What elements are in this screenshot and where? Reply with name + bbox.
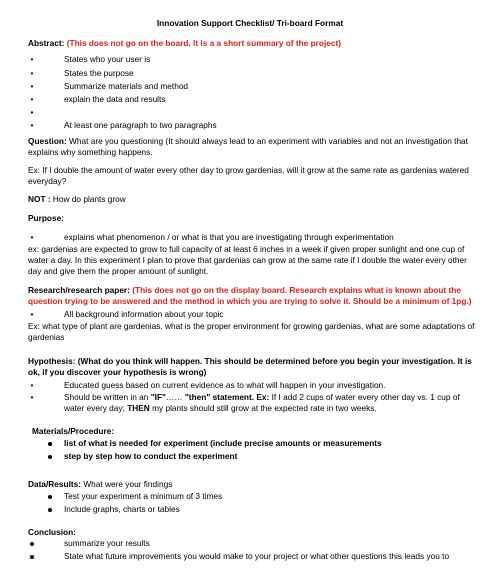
list-item: States who your user is <box>64 54 151 64</box>
document-title: Innovation Support Checklist/ Tri-board Format <box>156 18 344 28</box>
question-example: Ex: If I double the amount of water every other day to grow gardenias, will it grow at the same rate as gardenias watered everyday? <box>28 165 469 186</box>
bullet-icon: • <box>30 309 34 319</box>
hypothesis-statement-ex: statement. Ex: <box>210 392 270 402</box>
hypothesis-ellipsis: …… <box>165 392 185 402</box>
question-not-line <box>28 194 126 205</box>
materials-item: step by step how to conduct the experiment <box>64 451 238 461</box>
bullet-icon <box>30 542 34 546</box>
bullet-icon <box>48 508 52 512</box>
purpose-item: explains what phenomenon / or what is that you are investigating through experimentation <box>64 232 394 242</box>
bullet-icon: • <box>30 107 34 117</box>
hypothesis-example-end: my plants should still grow at the expected rate in two weeks. <box>149 403 377 413</box>
research-example: Ex: what type of plant are gardenias, what is the proper environment for growing gardenias, what are some adaptations of gardenias <box>28 321 475 342</box>
bullet-icon: • <box>30 94 34 104</box>
conclusion-heading: Conclusion: <box>28 527 76 537</box>
question-not-label: NOT : <box>28 194 51 204</box>
hypothesis-then: "then" <box>184 392 211 402</box>
list-item: Summarize materials and method <box>64 81 189 91</box>
conclusion-item: State what future improvements you would make to your project or what other questions this leads you to <box>64 551 450 561</box>
research-heading: Research/research paper: <box>28 285 130 295</box>
conclusion-item: summarize your results <box>64 538 150 548</box>
abstract-note: (This does not go on the board. It is a a short summary of the project) <box>66 38 342 48</box>
list-item: States the purpose <box>64 68 134 78</box>
bullet-icon <box>48 442 52 446</box>
materials-heading: Materials/Procedure: <box>32 426 115 436</box>
hypothesis-then-caps: THEN <box>127 403 150 413</box>
hypothesis-item: Educated guess based on current evidence as to what will happen in your investigation. <box>64 380 386 390</box>
research-note: (This does not go on the display board. Research explains what is known about the question trying to be answered and the method in which you are trying to solve it. Should be a minimum of 1pg.) <box>28 285 472 306</box>
abstract-heading: Abstract: <box>28 38 65 48</box>
bullet-icon: • <box>30 232 34 242</box>
data-text: What were your findings <box>83 479 173 489</box>
bullet-icon <box>30 555 34 559</box>
bullet-icon: • <box>30 392 34 402</box>
bullet-icon: • <box>30 68 34 78</box>
bullet-icon <box>48 455 52 459</box>
research-paragraph <box>28 285 476 307</box>
abstract-heading-line <box>28 38 341 49</box>
hypothesis-heading: Hypothesis: (What do you think will happen. This should be determined before you begin your investigation. It is ok, if you discover your hypothesis is wrong) <box>28 356 472 377</box>
bullet-icon: • <box>30 54 34 64</box>
hypothesis-example-text: If I add 2 cups of water every other day vs. 1 cup of water every day; <box>64 392 460 413</box>
bullet-icon: • <box>30 81 34 91</box>
data-heading-line <box>28 479 172 490</box>
question-paragraph <box>28 136 476 158</box>
data-heading: Data/Results: <box>28 479 82 489</box>
list-item: explain the data and results <box>64 94 166 104</box>
data-item: Include graphs, charts or tables <box>64 504 180 514</box>
purpose-heading: Purpose: <box>28 213 64 223</box>
list-item: At least one paragraph to two paragraphs <box>64 120 217 130</box>
purpose-example: ex: gardenias are expected to grow to full capacity of at least 6 inches in a week if given proper sunlight and one cup of water a day. In this experiment I plan to prove that gardenias can grow at the same rate if I double the water every other day and give them the proper amount of sunlight. <box>28 244 467 276</box>
question-text: What are you questioning (It should always lead to an experiment with variables and not an investigation that explains why something happens. <box>28 136 468 157</box>
bullet-icon <box>48 495 52 499</box>
materials-item: list of what is needed for experiment (include precise amounts or measurements <box>64 438 382 448</box>
hypothesis-item-if-then <box>64 392 476 414</box>
bullet-icon: • <box>30 120 34 130</box>
bullet-icon: • <box>30 380 34 390</box>
hypothesis-item-text: Should be written in an <box>64 392 151 402</box>
data-item: Test your experiment a minimum of 3 times <box>64 491 223 501</box>
hypothesis-if: "IF" <box>150 392 166 402</box>
question-heading: Question: <box>28 136 67 146</box>
question-not-text: How do plants grow <box>52 194 126 204</box>
research-item: All background information about your topic <box>64 309 224 319</box>
